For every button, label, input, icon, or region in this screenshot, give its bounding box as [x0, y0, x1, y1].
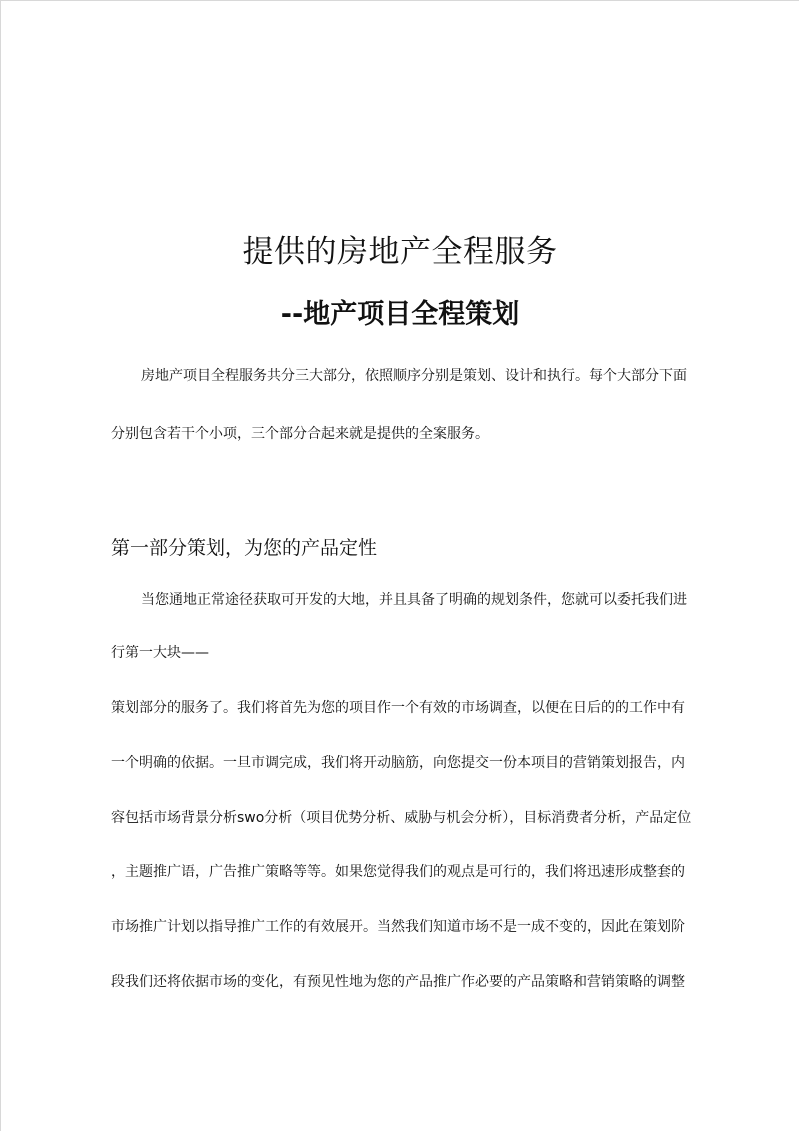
body-line-4: 一个明确的依据。一旦市调完成，我们将开动脑筋，向您提交一份本项目的营销策划报告，内: [111, 755, 685, 771]
section-heading: 第一部分策划，为您的产品定性: [111, 537, 378, 559]
body-line-3: 策划部分的服务了。我们将首先为您的项目作一个有效的市场调查，以便在日后的的工作中有: [111, 700, 685, 716]
document-subtitle: --地产项目全程策划: [280, 299, 520, 330]
body-line-5: 容包括市场背景分析swo分析（项目优势分析、威胁与机会分析），目标消费者分析，产品定位: [111, 810, 692, 826]
body-line-8: 段我们还将依据市场的变化，有预见性地为您的产品推广作必要的产品策略和营销策略的调整: [111, 974, 685, 990]
body-line-2: 行第一大块——: [111, 645, 209, 661]
body-line-1: 当您通地正常途径获取可开发的大地，并且具备了明确的规划条件，您就可以委托我们进: [141, 592, 687, 608]
body-line-6: ，主题推广语，广告推广策略等等。如果您觉得我们的观点是可行的，我们将迅速形成整套的: [111, 864, 685, 880]
document-title: 提供的房地产全程服务: [242, 234, 558, 270]
intro-line-2: 分别包含若干个小项，三个部分合起来就是提供的全案服务。: [111, 426, 489, 442]
body-line-7: 市场推广计划以指导推广工作的有效展开。当然我们知道市场不是一成不变的，因此在策划阶: [111, 919, 685, 935]
intro-line-1: 房地产项目全程服务共分三大部分，依照顺序分别是策划、设计和执行。每个大部分下面: [141, 368, 687, 384]
